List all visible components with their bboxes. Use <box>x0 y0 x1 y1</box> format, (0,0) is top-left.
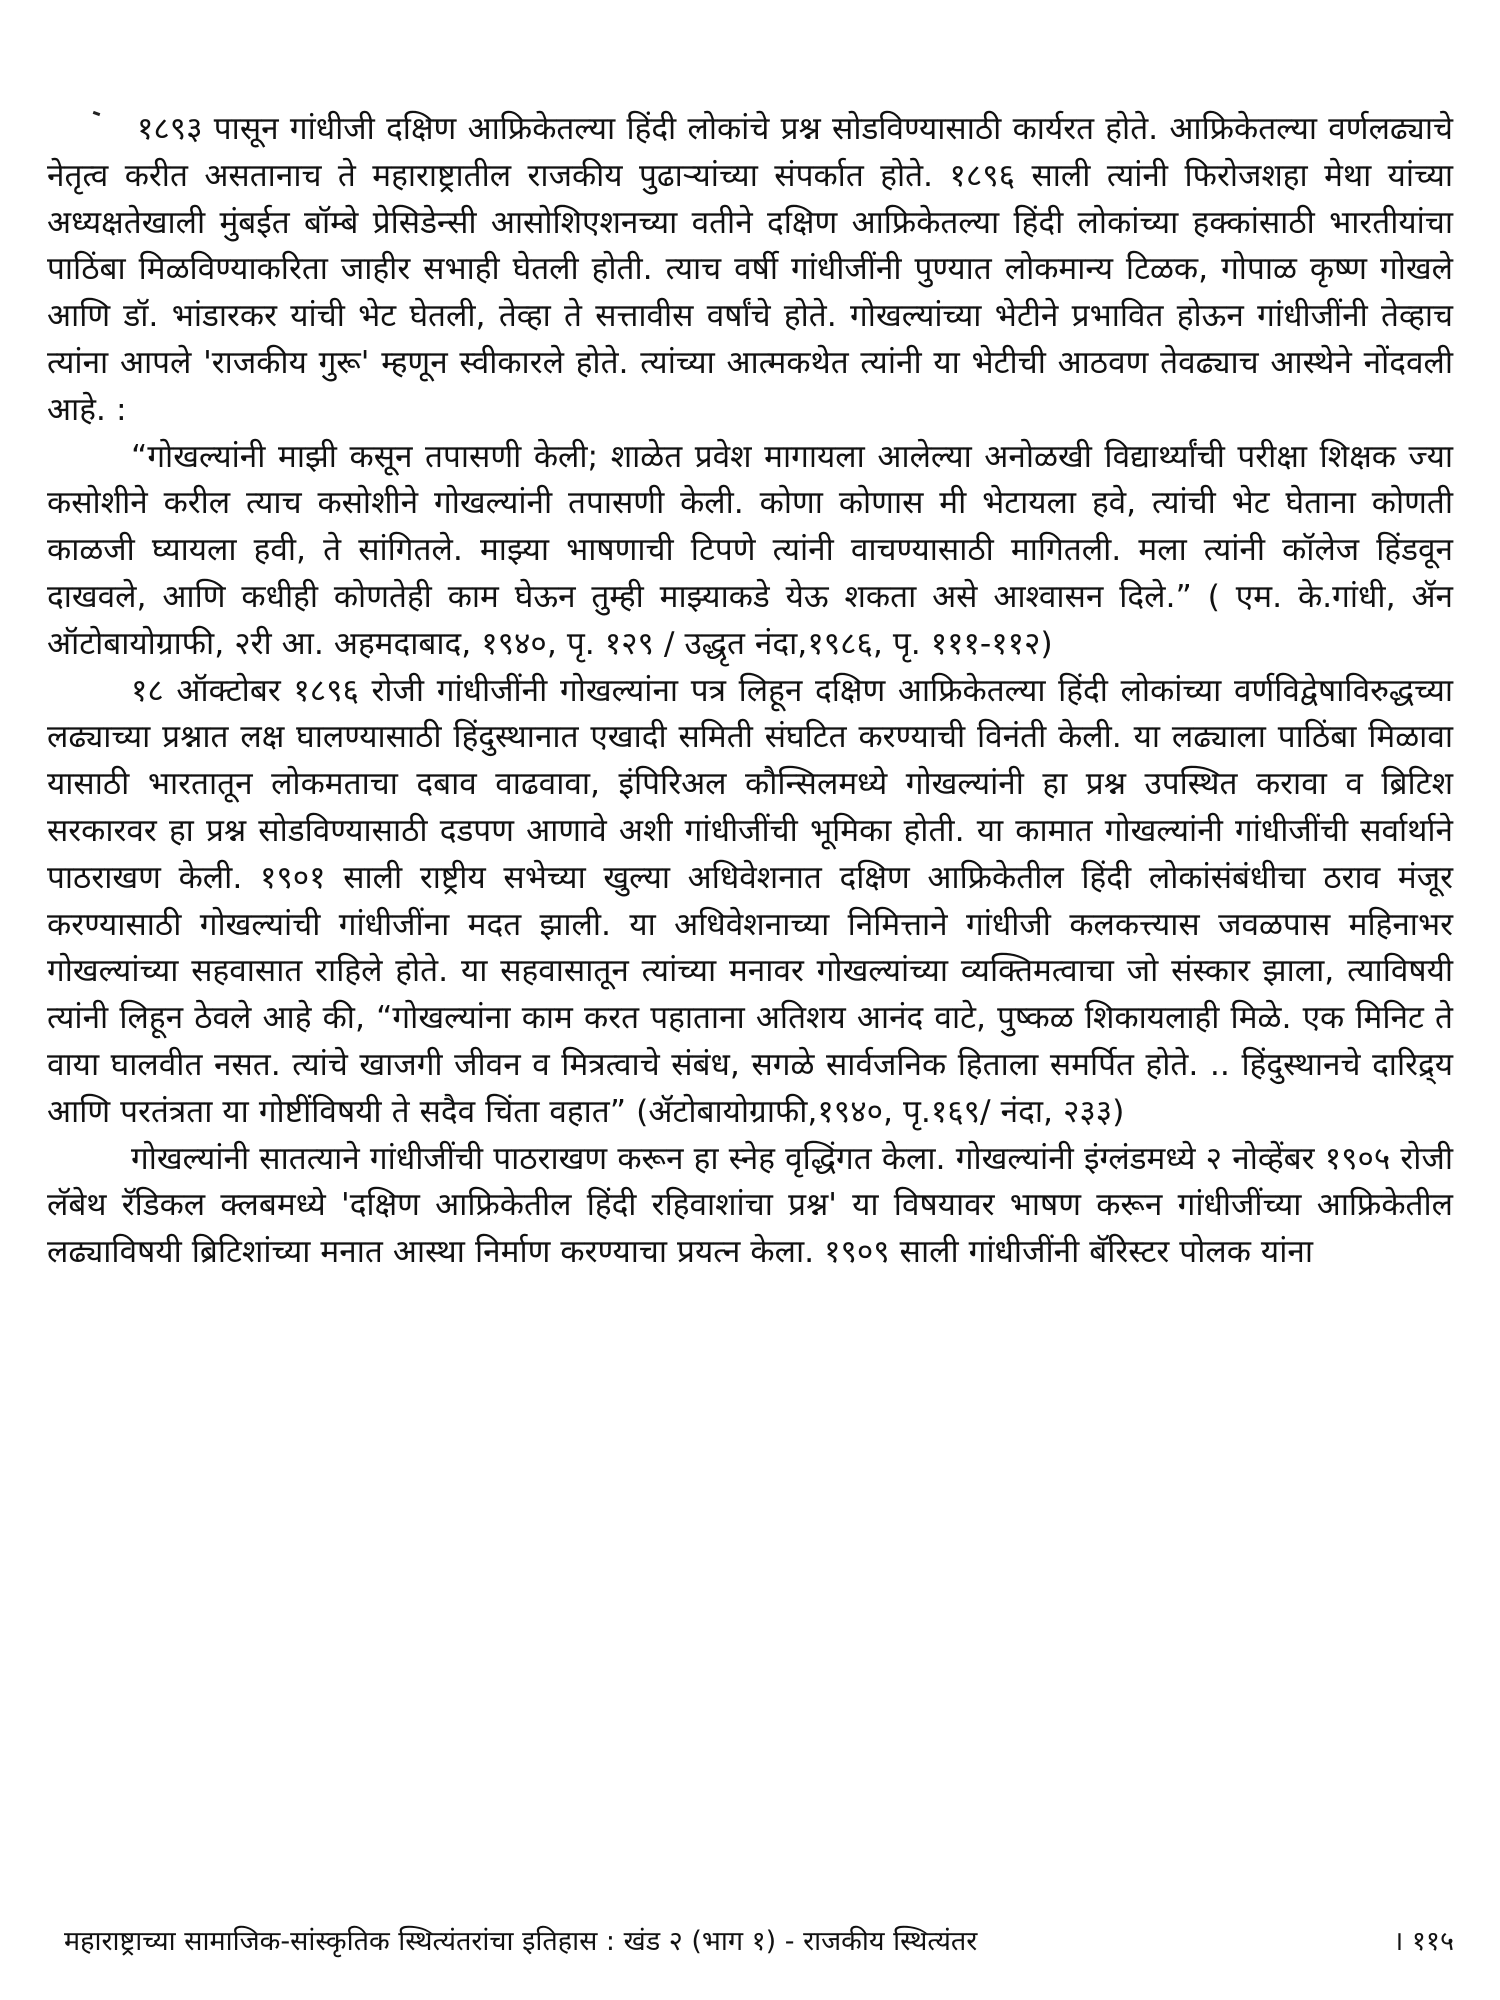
footer-page-number: । ११५ <box>1393 1926 1454 1957</box>
paragraph-1: १८९३ पासून गांधीजी दक्षिण आफ्रिकेतल्या हिंदी लोकांचे प्रश्न सोडविण्यासाठी कार्यरत होते. आफ्रिकेतल्या वर्णलढ्याचे नेतृत्व करीत असतानाच ते महाराष्ट्रातील राजकीय पुढाऱ्यांच्या संपर्कात होते. १८९६ साली त्यांनी फिरोजशहा मेथा यांच्या अध्यक्षतेखाली मुंबईत बॉम्बे प्रेसिडेन्सी आसोशिएशनच्या वतीने दक्षिण आफ्रिकेतल्या हिंदी लोकांच्या हक्कांसाठी भारतीयांचा पाठिंबा मिळविण्याकरिता जाहीर सभाही घेतली होती. त्याच वर्षी गांधीजींनी पुण्यात लोकमान्य टिळक, गोपाळ कृष्ण गोखले आणि डॉ. भांडारकर यांची भेट घेतली, तेव्हा ते सत्तावीस वर्षांचे होते. गोखल्यांच्या भेटीने प्रभावित होऊन गांधीजींनी तेव्हाच त्यांना आपले 'राजकीय गुरू' म्हणून स्वीकारले होते. त्यांच्या आत्मकथेत त्यांनी या भेटीची आठवण तेवढ्याच आस्थेने नोंदवली आहे. : <box>47 111 1453 428</box>
page-footer <box>64 1924 1454 1960</box>
paragraph-3: १८ ऑक्टोबर १८९६ रोजी गांधीजींनी गोखल्यांना पत्र लिहून दक्षिण आफ्रिकेतल्या हिंदी लोकांच्या वर्णविद्वेषाविरुद्धच्या लढ्याच्या प्रश्नात लक्ष घालण्यासाठी हिंदुस्थानात एखादी समिती संघटित करण्याची विनंती केली. या लढ्याला पाठिंबा मिळावा यासाठी भारतातून लोकमताचा दबाव वाढवावा, इंपिरिअल कौन्सिलमध्ये गोखल्यांनी हा प्रश्न उपस्थित करावा व ब्रिटिश सरकारवर हा प्रश्न सोडविण्यासाठी दडपण आणावे अशी गांधीजींची भूमिका होती. या कामात गोखल्यांनी गांधीजींची सर्वार्थाने पाठराखण केली. १९०१ साली राष्ट्रीय सभेच्या खुल्या अधिवेशनात दक्षिण आफ्रिकेतील हिंदी लोकांसंबंधीचा ठराव मंजूर करण्यासाठी गोखल्यांची गांधीजींना मदत झाली. या अधिवेशनाच्या निमित्ताने गांधीजी कलकत्त्यास जवळपास महिनाभर गोखल्यांच्या सहवासात राहिले होते. या सहवासातून त्यांच्या मनावर गोखल्यांच्या व्यक्तिमत्वाचा जो संस्कार झाला, त्याविषयी त्यांनी लिहून ठेवले आहे की, “गोखल्यांना काम करत पहाताना अतिशय आनंद वाटे, पुष्कळ शिकायलाही मिळे. एक मिनिट ते वाया घालवीत नसत. त्यांचे खाजगी जीवन व मित्रत्वाचे संबंध, सगळे सार्वजनिक हिताला समर्पित होते. .. हिंदुस्थानचे दारिद्र्य आणि परतंत्रता या गोष्टींविषयी ते सदैव चिंता वहात” (ॲटोबायोग्राफी,१९४०, पृ.१६९/ नंदा, २३३) <box>47 672 1453 1130</box>
footer-book-title: महाराष्ट्राच्या सामाजिक-सांस्कृतिक स्थित्यंतरांचा इतिहास : खंड २ (भाग १) - राजकीय स्थित्यंतर <box>64 1926 978 1957</box>
paragraph-2-quote: “गोखल्यांनी माझी कसून तपासणी केली; शाळेत प्रवेश मागायला आलेल्या अनोळखी विद्यार्थ्यांची परीक्षा शिक्षक ज्या कसोशीने करील त्याच कसोशीने गोखल्यांनी तपासणी केली. कोणा कोणास मी भेटायला हवे, त्यांची भेट घेताना कोणती काळजी घ्यायला हवी, ते सांगितले. माझ्या भाषणाची टिपणे त्यांनी वाचण्यासाठी मागितली. मला त्यांनी कॉलेज हिंडवून दाखवले, आणि कधीही कोणतेही काम घेऊन तुम्ही माझ्याकडे येऊ शकता असे आश्वासन दिले.” ( एम. के.गांधी, ॲन ऑटोबायोग्राफी, २री आ. अहमदाबाद, १९४०, पृ. १२९ / उद्धृत नंदा,१९८६, पृ. १११-११२) <box>47 438 1453 662</box>
paragraph-4: गोखल्यांनी सातत्याने गांधीजींची पाठराखण करून हा स्नेह वृद्धिंगत केला. गोखल्यांनी इंग्लंडमध्ये २ नोव्हेंबर १९०५ रोजी लॅबेथ रॅडिकल क्लबमध्ये 'दक्षिण आफ्रिकेतील हिंदी रहिवाशांचा प्रश्न' या विषयावर भाषण करून गांधीजींच्या आफ्रिकेतील लढ्याविषयी ब्रिटिशांच्या मनात आस्था निर्माण करण्याचा प्रयत्न केला. १९०९ साली गांधीजींनी बॅरिस्टर पोलक यांना <box>47 1140 1453 1271</box>
body-text <box>47 106 1453 1276</box>
